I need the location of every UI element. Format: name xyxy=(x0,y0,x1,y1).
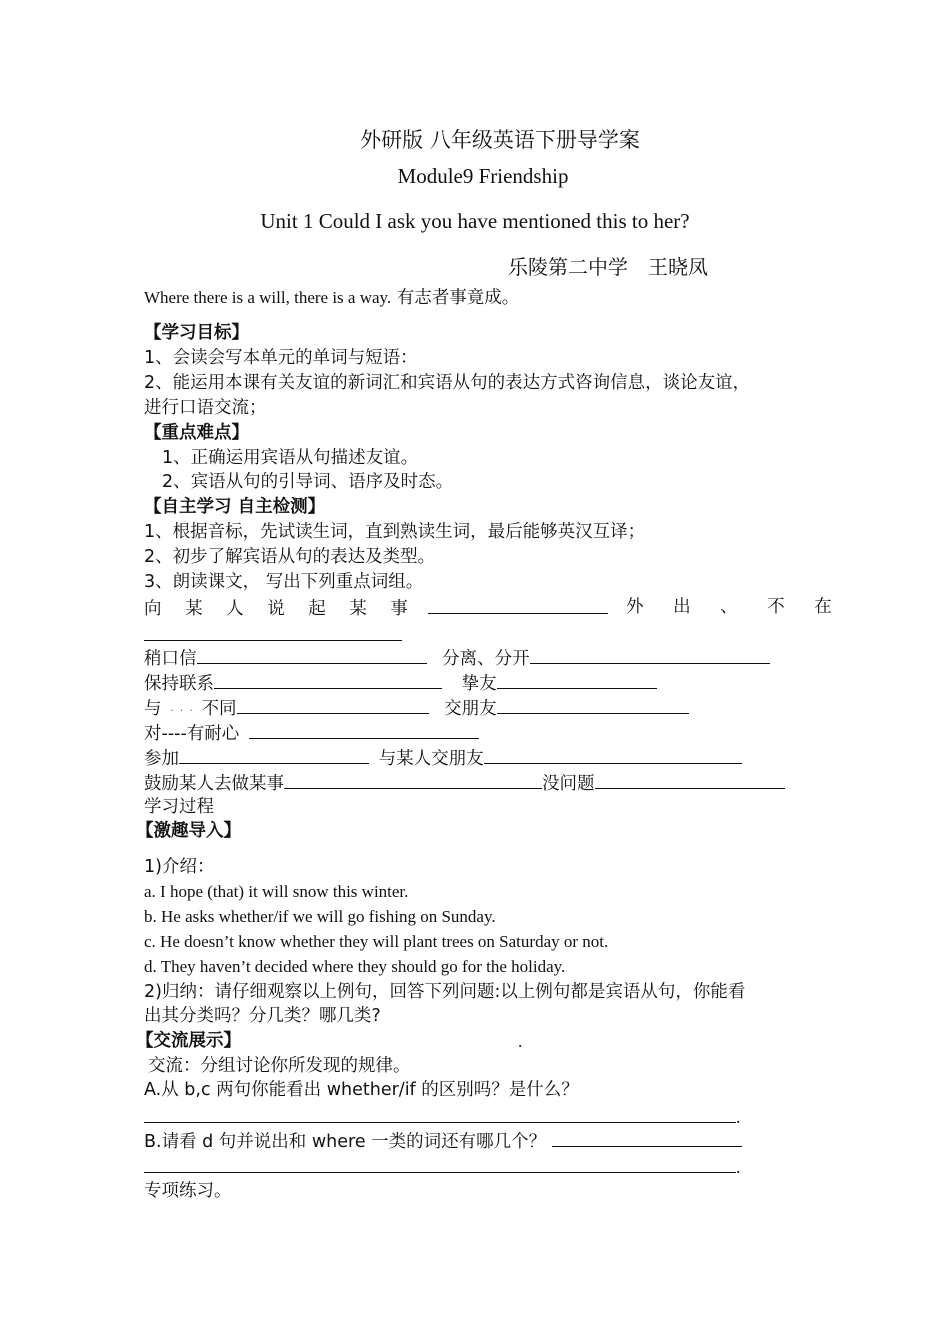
example-sentence: c. He doesn’t know whether they will plant trees on Saturday or not. xyxy=(144,932,609,951)
phrase-label: 交朋友 xyxy=(444,699,497,719)
question-b-text: B.请看 d 句并说出和 where 一类的词还有哪几个？ xyxy=(144,1132,547,1152)
keypoints-heading: 【重点难点】 xyxy=(144,423,249,443)
process-label: 学习过程 xyxy=(144,797,214,817)
goal-item: 1、会读会写本单元的单词与短语： xyxy=(144,348,418,368)
summary-line: 出其分类吗？分几类？哪几类? xyxy=(144,1006,381,1026)
blank-field[interactable] xyxy=(428,596,608,614)
blank-field[interactable] xyxy=(497,696,689,714)
selfstudy-item: 3、朗读课文， 写出下列重点词组。 xyxy=(144,572,424,592)
blank-field[interactable] xyxy=(179,746,369,764)
author: 乐陵第二中学 王晓凤 xyxy=(508,255,708,279)
goal-item: 进行口语交流； xyxy=(144,398,267,418)
phrase-label: 不同 xyxy=(201,699,237,719)
selfstudy-heading: 【自主学习 自主检测】 xyxy=(144,497,326,517)
phrase-row xyxy=(144,721,479,745)
answer-blank[interactable] xyxy=(144,1155,736,1173)
phrase-row xyxy=(144,596,844,620)
blank-field[interactable] xyxy=(484,746,742,764)
blank-field[interactable] xyxy=(284,771,542,789)
period: . xyxy=(736,1157,741,1177)
blank-field[interactable] xyxy=(144,623,402,641)
blank-field[interactable] xyxy=(197,646,427,664)
module-title: Module9 Friendship xyxy=(397,164,569,188)
phrase-label: 没问题 xyxy=(542,774,595,794)
goal-item: 2、能运用本课有关友谊的新词汇和宾语从句的表达方式咨询信息，谈论友谊， xyxy=(144,373,751,393)
example-sentence: a. I hope (that) it will snow this winter. xyxy=(144,882,409,901)
blank-field[interactable] xyxy=(214,671,442,689)
answer-blank[interactable] xyxy=(144,1105,736,1123)
keypoint-item: 2、宾语从句的引导词、语序及时态。 xyxy=(162,472,454,492)
blank-field[interactable] xyxy=(530,646,770,664)
unit-title: Unit 1 Could I ask you have mentioned this to her? xyxy=(260,209,690,233)
exchange-intro: 交流：分组讨论你所发现的规律。 xyxy=(148,1056,411,1076)
blank-field[interactable] xyxy=(237,696,429,714)
blank-field[interactable] xyxy=(595,771,785,789)
motto-cn: 有志者事竟成。 xyxy=(396,288,520,308)
example-sentence: b. He asks whether/if we will go fishing on Sunday. xyxy=(144,907,496,926)
phrase-row xyxy=(144,746,742,770)
phrase-label: 对----有耐心 xyxy=(144,724,240,744)
phrase-label: 稍口信 xyxy=(144,649,197,669)
practice-label: 专项练习。 xyxy=(144,1181,232,1201)
motto xyxy=(144,287,519,309)
phrase-row xyxy=(144,646,770,670)
phrase-row: 与 · · · 不同 交朋友 xyxy=(144,696,689,723)
phrase-label: 参加 xyxy=(144,749,179,769)
phrase-label: 外 出 、 不 在 xyxy=(626,597,844,617)
selfstudy-item: 1、根据音标，先试读生词，直到熟读生词，最后能够英汉互译； xyxy=(144,522,646,542)
phrase-label: 与 xyxy=(144,699,162,719)
phrase-label: 向 某 人 说 起 某 事 xyxy=(144,599,417,619)
phrase-label: 分离、分开 xyxy=(442,649,530,669)
phrase-label: 与某人交朋友 xyxy=(378,749,484,769)
phrase-label: 挚友 xyxy=(461,674,497,694)
selfstudy-item: 2、初步了解宾语从句的表达及类型。 xyxy=(144,547,436,567)
question-b xyxy=(144,1129,742,1153)
summary-line: 2)归纳：请仔细观察以上例句，回答下列问题:以上例句都是宾语从句，你能看 xyxy=(144,982,746,1002)
phrase-row xyxy=(144,671,657,695)
page-title: 外研版 八年级英语下册导学案 xyxy=(360,128,640,152)
phrase-row xyxy=(144,771,785,795)
phrase-row xyxy=(144,623,402,647)
goals-heading: 【学习目标】 xyxy=(144,323,249,343)
intro-heading: 【激趣导入】 xyxy=(136,821,241,841)
question-a: A.从 b,c 两句你能看出 whether/if 的区别吗？是什么？ xyxy=(144,1080,579,1100)
keypoint-item: 1、正确运用宾语从句描述友谊。 xyxy=(162,448,419,468)
answer-row xyxy=(144,1155,740,1179)
blank-field[interactable] xyxy=(249,721,479,739)
answer-blank[interactable] xyxy=(552,1129,742,1147)
stray-dot: . xyxy=(518,1031,523,1051)
exchange-heading: 【交流展示】 xyxy=(136,1031,241,1051)
example-sentence: d. They haven’t decided where they should go for the holiday. xyxy=(144,957,566,976)
period: . xyxy=(736,1107,741,1127)
blank-field[interactable] xyxy=(497,671,657,689)
phrase-label: 保持联系 xyxy=(144,674,214,694)
motto-en: Where there is a will, there is a way. xyxy=(144,288,392,307)
intro-label: 1)介绍： xyxy=(144,857,215,877)
phrase-label: 鼓励某人去做某事 xyxy=(144,774,284,794)
answer-row xyxy=(144,1105,740,1129)
